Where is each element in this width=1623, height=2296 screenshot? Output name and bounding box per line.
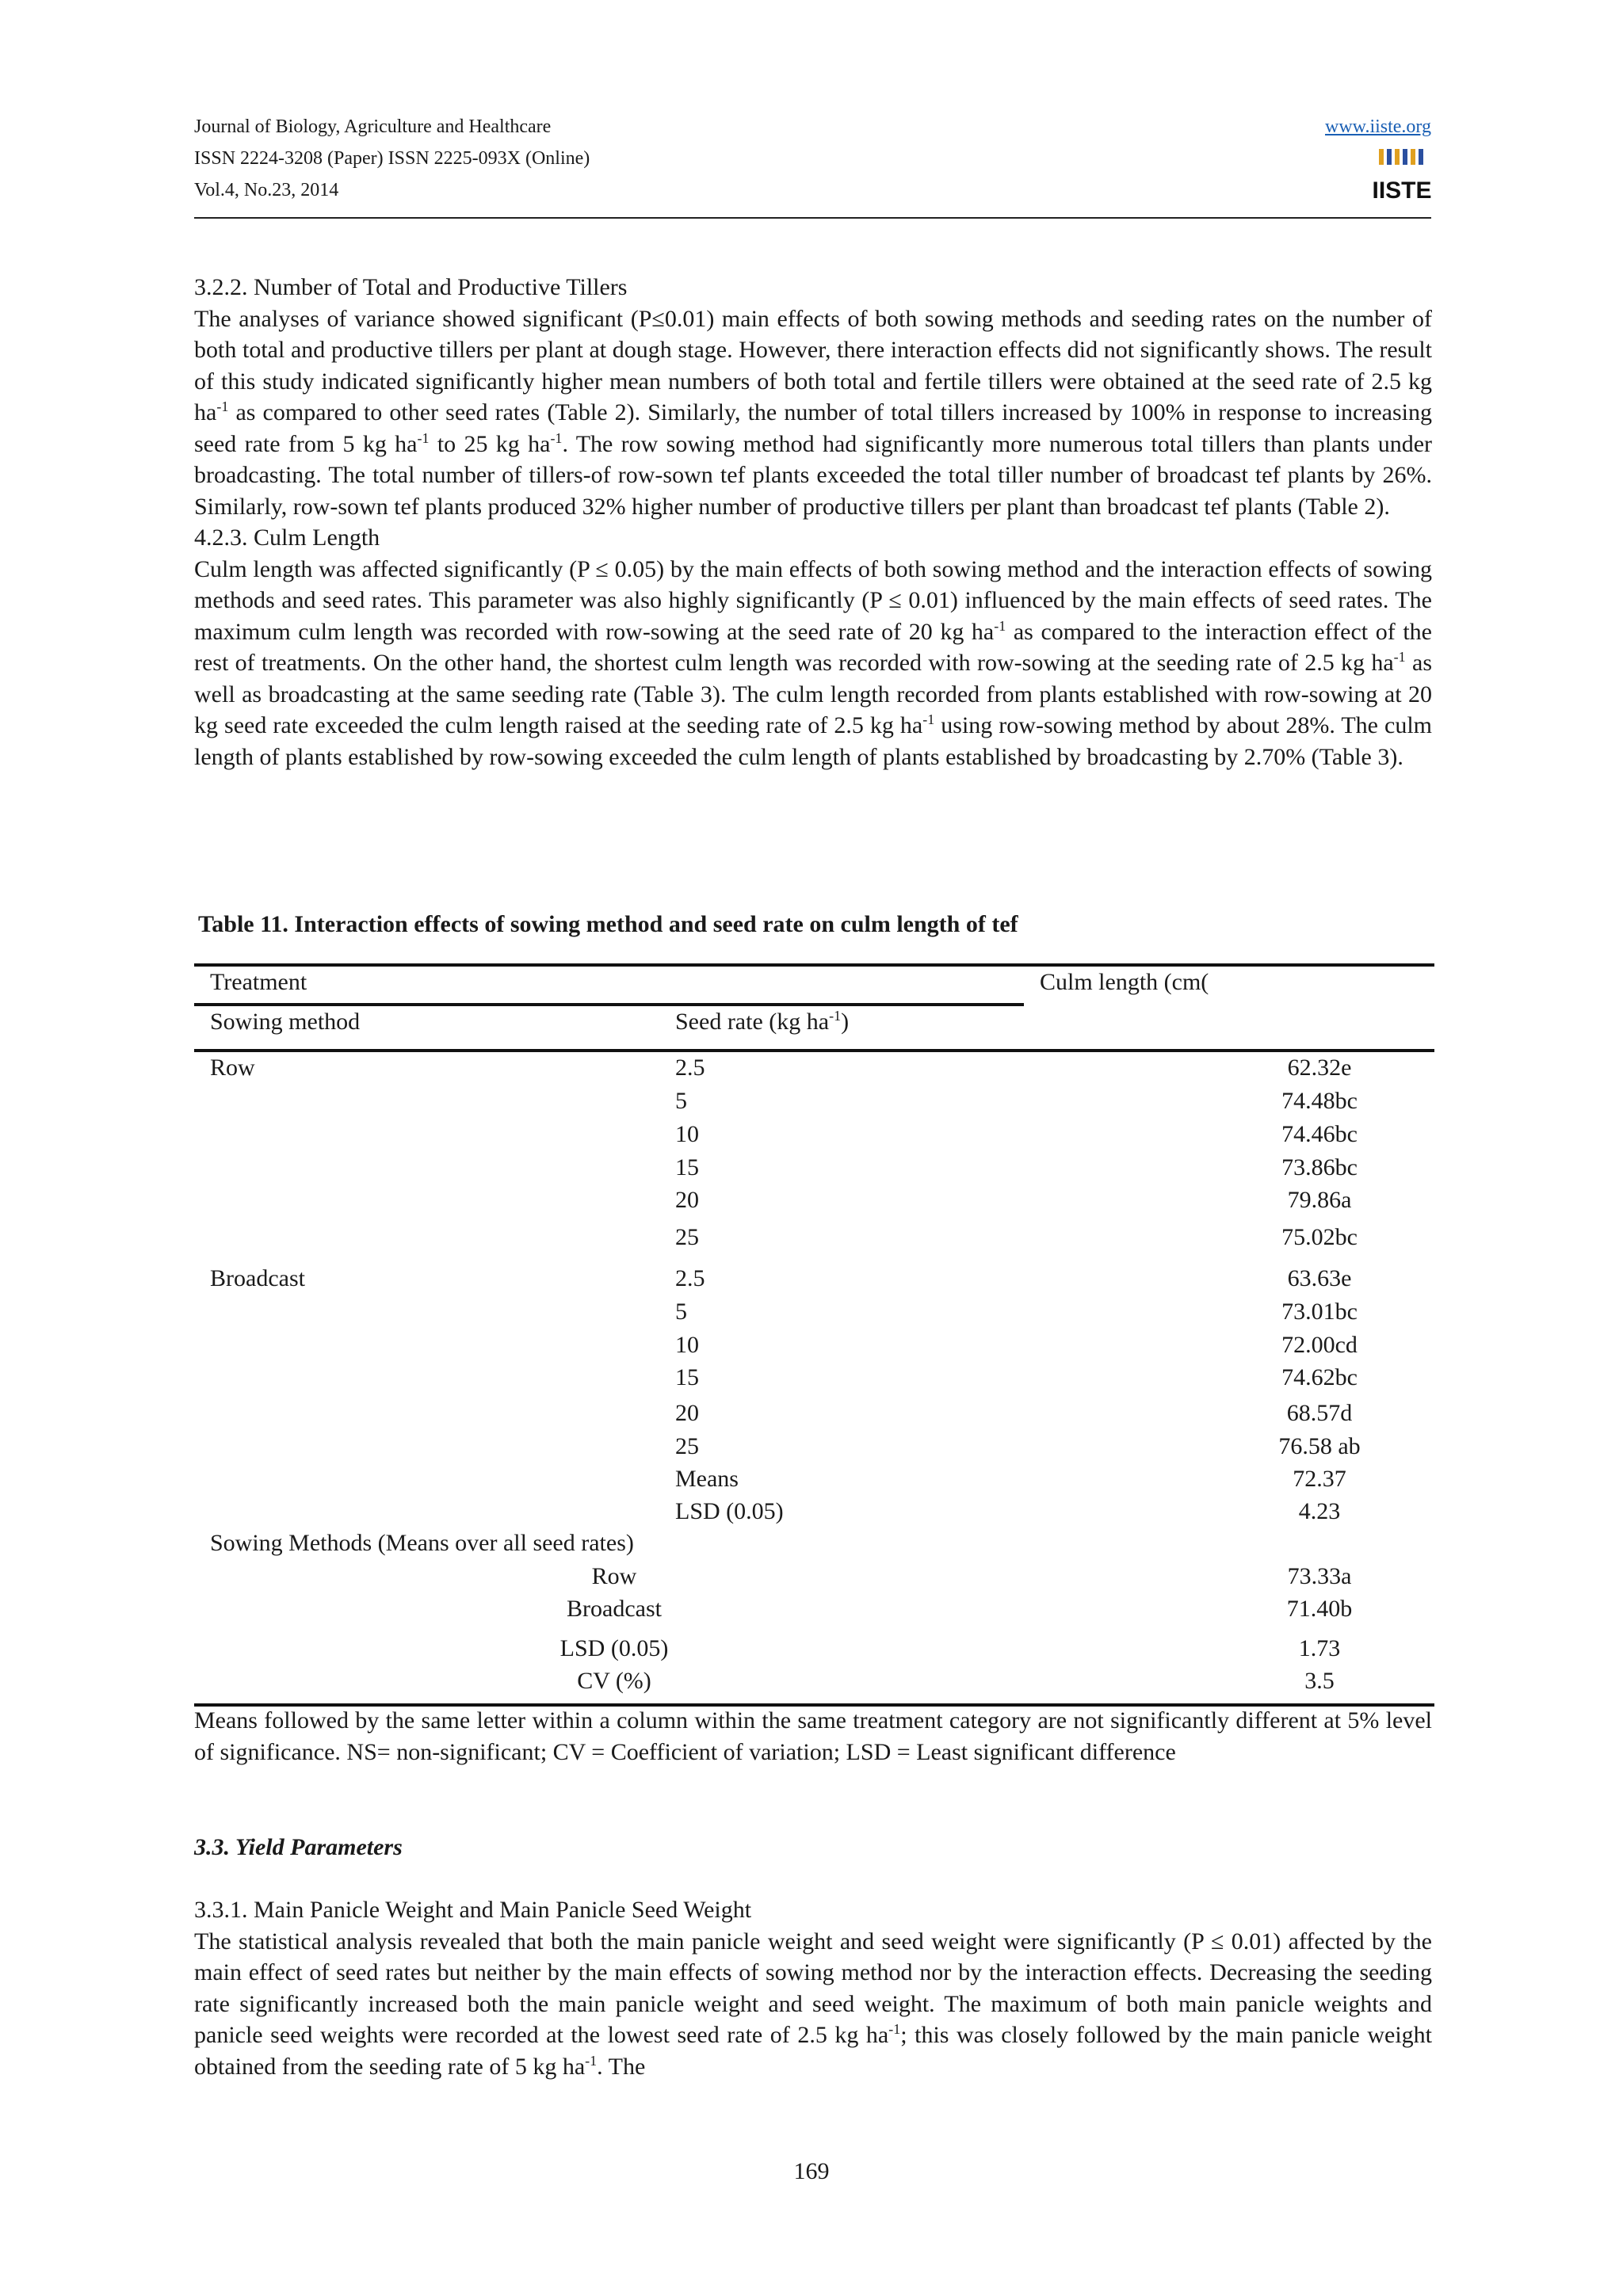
subsection-heading-panicle: 3.3.1. Main Panicle Weight and Main Panicle Seed Weight — [194, 1897, 752, 1923]
table-cell-culm-length: 74.62bc — [1281, 1364, 1358, 1390]
header-treatment: Treatment — [210, 969, 307, 995]
section-tillers — [194, 272, 1432, 772]
table-top-rule — [194, 963, 1434, 967]
table-caption: Table 11. Interaction effects of sowing method and seed rate on culm length of tef — [198, 911, 1018, 937]
table-cell-seed-rate: 5 — [675, 1088, 687, 1114]
paragraph-culm: Culm length was affected significantly (P ≤ 0.05) by the main effects of both sowing method and the interaction effects of sowing methods and seed rates. This parameter was also highly significantly (P ≤ 0.01) influenced by the main effects of seed rates. The maximum culm length was recorded with row-sowing at the seed rate of 20 kg $ha^{-1}$ as compared to the interaction effect of the rest of treatments. On the other hand, the shortest culm length was recorded with row-sowing at the seeding rate of 2.5 kg $ha^{-1}$ as well as broadcasting at the same seeding rate (Table 3). The culm length recorded from plants established with row-sowing at 20 kg seed rate exceeded the culm length raised at the seeding rate of 2.5 kg $ha^{-1}$ using row-sowing method by about 28%. The culm length of plants established by row-sowing exceeded the culm length of plants established by broadcasting by 2.70% (Table 3). — [194, 555, 1433, 770]
table-cell-seed-rate: 20 — [675, 1187, 699, 1213]
table-cell-method: Broadcast — [210, 1265, 305, 1291]
table-cell-culm-length: 72.37 — [1293, 1466, 1346, 1492]
table-cell-seed-rate: 15 — [675, 1364, 699, 1390]
table-cell-seed-rate: 20 — [675, 1400, 699, 1426]
table-cell-culm-length: 76.58 ab — [1278, 1433, 1361, 1459]
table-header-rule — [194, 1049, 1434, 1052]
table-mid-rule — [194, 1003, 1024, 1006]
journal-volume: Vol.4, No.23, 2014 — [194, 180, 339, 200]
table-cell-seed-rate: 25 — [675, 1433, 699, 1459]
table-footnote: Means followed by the same letter within a column within the same treatment category are not significantly different at 5% level of significance. NS= non-significant; CV = Coefficient of variation; LSD = Least significant difference — [194, 1707, 1432, 1765]
table-cell-culm-length: 73.86bc — [1281, 1154, 1358, 1180]
journal-issn: ISSN 2224-3208 (Paper) ISSN 2225-093X (Online) — [194, 148, 590, 169]
section-heading-yield: 3.3. Yield Parameters — [194, 1834, 403, 1860]
journal-name: Journal of Biology, Agriculture and Healthcare — [194, 116, 552, 137]
table-cell-seed-rate: 10 — [675, 1121, 699, 1147]
means-row-label: Row — [591, 1563, 637, 1589]
means-row-value: 1.73 — [1298, 1635, 1341, 1661]
section-heading-culm: 4.2.3. Culm Length — [194, 524, 380, 551]
section-yield — [194, 1832, 1432, 2082]
table-cell-culm-length: 72.00cd — [1281, 1332, 1358, 1358]
table-cell-culm-length: 74.48bc — [1281, 1088, 1358, 1114]
table-cell-seed-rate: 25 — [675, 1224, 699, 1250]
table-cell-seed-rate: 2.5 — [675, 1055, 705, 1081]
table-cell-culm-length: 73.01bc — [1281, 1299, 1358, 1325]
table-cell-seed-rate: 5 — [675, 1299, 687, 1325]
table-cell-culm-length: 68.57d — [1286, 1400, 1353, 1426]
table-cell-culm-length: 62.32e — [1287, 1055, 1352, 1081]
table-cell-seed-rate: LSD (0.05) — [675, 1498, 784, 1524]
header-seed-rate: Seed rate (kg $ha^{-1}$) — [675, 1008, 850, 1035]
iiste-logo-icon — [1372, 146, 1432, 204]
means-row-label: CV (%) — [577, 1668, 651, 1694]
table-cell-culm-length: 63.63e — [1287, 1265, 1352, 1291]
sowing-means-label: Sowing Methods (Means over all seed rates) — [210, 1530, 634, 1556]
svg-text:IISTE: IISTE — [1372, 177, 1432, 204]
table-cell-seed-rate: 2.5 — [675, 1265, 705, 1291]
means-row-value: 71.40b — [1286, 1596, 1353, 1622]
journal-header — [194, 114, 1431, 219]
table-cell-seed-rate: 10 — [675, 1332, 699, 1358]
table-cell-culm-length: 79.86a — [1287, 1187, 1352, 1213]
table-cell-culm-length: 4.23 — [1298, 1498, 1341, 1524]
journal-url-link[interactable]: www.iiste.org — [1325, 116, 1431, 137]
table-cell-culm-length: 75.02bc — [1281, 1224, 1358, 1250]
table-cell-seed-rate: 15 — [675, 1154, 699, 1180]
table-cell-seed-rate: Means — [675, 1466, 739, 1492]
table-cell-culm-length: 74.46bc — [1281, 1121, 1358, 1147]
means-row-value: 3.5 — [1304, 1668, 1335, 1694]
means-row-label: LSD (0.05) — [559, 1635, 669, 1661]
header-sowing-method: Sowing method — [210, 1009, 361, 1035]
page-number: 169 — [793, 2158, 830, 2184]
paragraph-panicle: The statistical analysis revealed that both the main panicle weight and seed weight were significantly (P ≤ 0.01) affected by the main effect of seed rates but neither by the main effects of sowing method nor by the interaction effects. Decreasing the seeding rate significantly increased both the main panicle weight and seed weight. The maximum of both main panicle weights and panicle seed weights were recorded at the lowest seed rate of 2.5 kg $ha^{-1}$; this was closely followed by the main panicle weight obtained from the seeding rate of 5 kg $ha^{-1}$. The — [194, 1928, 1433, 2080]
section-heading-tillers: 3.2.2. Number of Total and Productive Tillers — [194, 274, 628, 300]
means-row-label: Broadcast — [567, 1596, 662, 1622]
header-culm-length: Culm length (cm( — [1040, 969, 1209, 995]
paragraph-tillers: The analyses of variance showed significant (P≤0.01) main effects of both sowing methods and seeding rates on the number of both total and productive tillers per plant at dough stage. However, there interaction effects did not significantly shows. The result of this study indicated significantly higher mean numbers of both total and fertile tillers were obtained at the seed rate of 2.5 kg $ha^{-1}$ as compared to other seed rates (Table 2). Similarly, the number of total tillers increased by 100% in response to increasing seed rate from 5 kg $ha^{-1}$ to 25 kg $ha^{-1}$. The row sowing method had significantly more numerous total tillers than plants under broadcasting. The total number of tillers-of row-sown tef plants exceeded the total tiller number of broadcast tef plants by 26%. Similarly, row-sown tef plants produced 32% higher number of productive tillers per plant than broadcast tef plants (Table 2). — [194, 305, 1432, 520]
means-row-value: 73.33a — [1287, 1563, 1352, 1589]
table-cell-method: Row — [210, 1055, 255, 1081]
